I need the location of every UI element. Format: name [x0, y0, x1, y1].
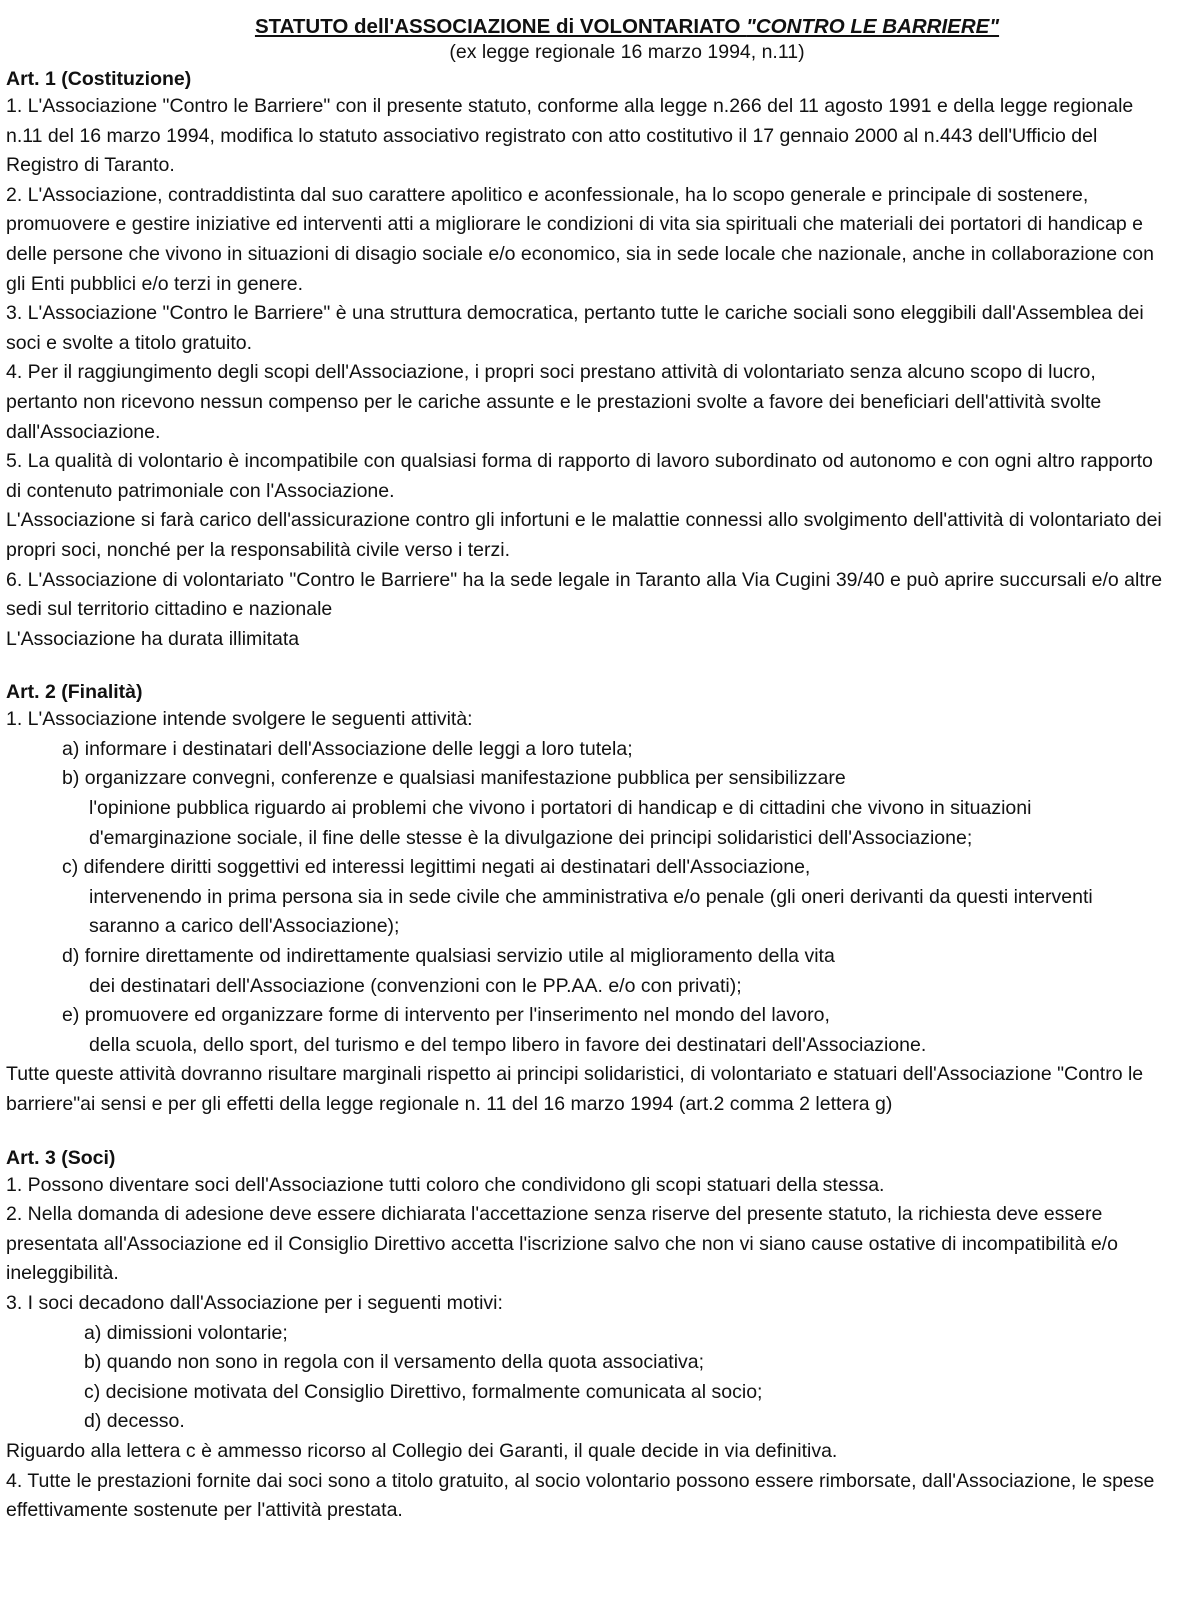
- article-1-paragraph-6: 6. L'Associazione di volontariato "Contro le Barriere" ha la sede legale in Taranto alla Via Cugini 39/40 e può aprire succursali e/o altre sedi sul territorio cittadino e nazionale: [6, 568, 1163, 621]
- article-1: [6, 67, 1168, 654]
- item-a-first: a) informare i destinatari dell'Associazione delle leggi a loro tutela;: [62, 737, 633, 760]
- article-1-heading: Art. 1 (Costituzione): [6, 68, 192, 90]
- article-1-paragraph-5b: L'Associazione si farà carico dell'assicurazione contro gli infortuni e le malattie connessi allo svolgimento dell'attività di volontariato dei propri soci, nonché per la responsabilità civile verso i terzi.: [6, 509, 1162, 561]
- item-e-first: e) promuovere ed organizzare forme di intervento per l'inserimento nel mondo del lavoro,: [62, 1004, 830, 1027]
- article-3-paragraph-1: 1. Possono diventare soci dell'Associazione tutti coloro che condividono gli scopi statuari della stessa.: [6, 1173, 885, 1196]
- item-b-rest: l'opinione pubblica riguardo ai problemi che vivono i portatori di handicap e di cittadini che vivono in situazioni d'emarginazione sociale, il fine delle stesse è la divulgazione dei principi solidaristici dell'Associazione;: [89, 797, 1032, 849]
- article-2-list-item: [6, 764, 1168, 853]
- item-c-first: c) difendere diritti soggettivi ed interessi legittimi negati ai destinatari dell'Associazione,: [62, 856, 811, 879]
- article-3-heading: Art. 3 (Soci): [6, 1146, 116, 1169]
- article-3-paragraph-4: 4. Tutte le prestazioni fornite dai soci sono a titolo gratuito, al socio volontario possono essere rimborsate, dall'Associazione, le spese effettivamente sostenute per l'attività prestata.: [6, 1469, 1155, 1522]
- item-d-rest: dei destinatari dell'Associazione (convenzioni con le PP.AA. e/o con privati);: [89, 974, 742, 997]
- article-2-list-item: [6, 942, 1168, 1001]
- article-2-list-item: [6, 1001, 1168, 1060]
- article-1-paragraph-6b: L'Associazione ha durata illimitata: [6, 627, 300, 650]
- article-2-list-item: [6, 853, 1168, 942]
- item-c-rest: intervenendo in prima persona sia in sede civile che amministrativa e/o penale (gli oneri derivanti da questi interventi saranno a carico dell'Associazione);: [89, 885, 1093, 938]
- article-3-list-item: d) decesso.: [84, 1410, 185, 1433]
- title-main: STATUTO dell'ASSOCIAZIONE di VOLONTARIATO: [254, 15, 747, 38]
- article-2-list-item: [6, 735, 1168, 765]
- article-2-intro: 1. L'Associazione intende svolgere le seguenti attività:: [6, 708, 473, 731]
- article-2: [6, 680, 1168, 1119]
- article-3-list-item: b) quando non sono in regola con il versamento della quota associativa;: [84, 1351, 705, 1374]
- article-1-paragraph-3: 3. L'Associazione "Contro le Barriere" è una struttura democratica, pertanto tutte le cariche sociali sono eleggibili dall'Assemblea dei soci e svolte a titolo gratuito.: [6, 302, 1144, 354]
- article-1-paragraph-4: 4. Per il raggiungimento degli scopi dell'Associazione, i propri soci prestano attività di volontariato senza alcuno scopo di lucro, pertanto non ricevono nessun compenso per le cariche assunte e le prestazioni svolte a favore dei beneficiari dell'attività svolte dall'Associazione.: [6, 361, 1102, 443]
- article-3-paragraph-2: 2. Nella domanda di adesione deve essere dichiarata l'accettazione senza riserve del presente statuto, la richiesta deve essere presentata all'Associazione ed il Consiglio Direttivo accetta l'iscrizione salvo che non vi siano cause ostative di incompatibilità e/o ineleggibilità.: [6, 1203, 1118, 1285]
- article-3-paragraph-3: 3. I soci decadono dall'Associazione per i seguenti motivi:: [6, 1291, 503, 1314]
- document-title: [6, 14, 1168, 40]
- article-1-paragraph-2: 2. L'Associazione, contraddistinta dal suo carattere apolitico e aconfessionale, ha lo scopo generale e principale di sostenere, promuovere e gestire iniziative ed interventi atti a migliorare le condizioni di vita sia spirituali che materiali dei portatori di handicap e delle persone che vivono in situazioni di disagio sociale e/o economico, sia in sede locale che nazionale, anche in collaborazione con gli Enti pubblici e/o terzi in genere.: [6, 183, 1154, 295]
- article-1-paragraph-5: 5. La qualità di volontario è incompatibile con qualsiasi forma di rapporto di lavoro subordinato od autonomo e con ogni altro rapporto di contenuto patrimoniale con l'Associazione.: [6, 450, 1153, 502]
- article-3-list-item: c) decisione motivata del Consiglio Direttivo, formalmente comunicata al socio;: [84, 1380, 763, 1403]
- item-e-rest: della scuola, dello sport, del turismo e del tempo libero in favore dei destinatari dell'Associazione.: [89, 1033, 927, 1056]
- title-association-name: "CONTRO LE BARRIERE": [746, 15, 1000, 38]
- article-2-heading: Art. 2 (Finalità): [6, 681, 143, 704]
- document-subtitle: (ex legge regionale 16 marzo 1994, n.11): [449, 41, 805, 63]
- item-d-first: d) fornire direttamente od indirettamente qualsiasi servizio utile al miglioramento della vita: [62, 945, 835, 968]
- article-3: [6, 1146, 1168, 1526]
- article-3-list-item: a) dimissioni volontarie;: [84, 1321, 288, 1344]
- item-b-first: b) organizzare convegni, conferenze e qualsiasi manifestazione pubblica per sensibilizzare: [62, 767, 846, 790]
- article-1-paragraph-1: 1. L'Associazione "Contro le Barriere" con il presente statuto, conforme alla legge n.266 del 11 agosto 1991 e della legge regionale n.11 del 16 marzo 1994, modifica lo statuto associativo registrato con atto costitutivo il 17 gennaio 2000 al n.443 dell'Ufficio del Registro di Taranto.: [6, 95, 1134, 177]
- article-3-paragraph-3b: Riguardo alla lettera c è ammesso ricorso al Collegio dei Garanti, il quale decide in via definitiva.: [6, 1439, 838, 1462]
- article-2-closing: Tutte queste attività dovranno risultare marginali rispetto ai principi solidaristici, di volontariato e statuari dell'Associazione "Contro le barriere"ai sensi e per gli effetti della legge regionale n. 11 del 16 marzo 1994 (art.2 comma 2 lettera g): [6, 1063, 1144, 1115]
